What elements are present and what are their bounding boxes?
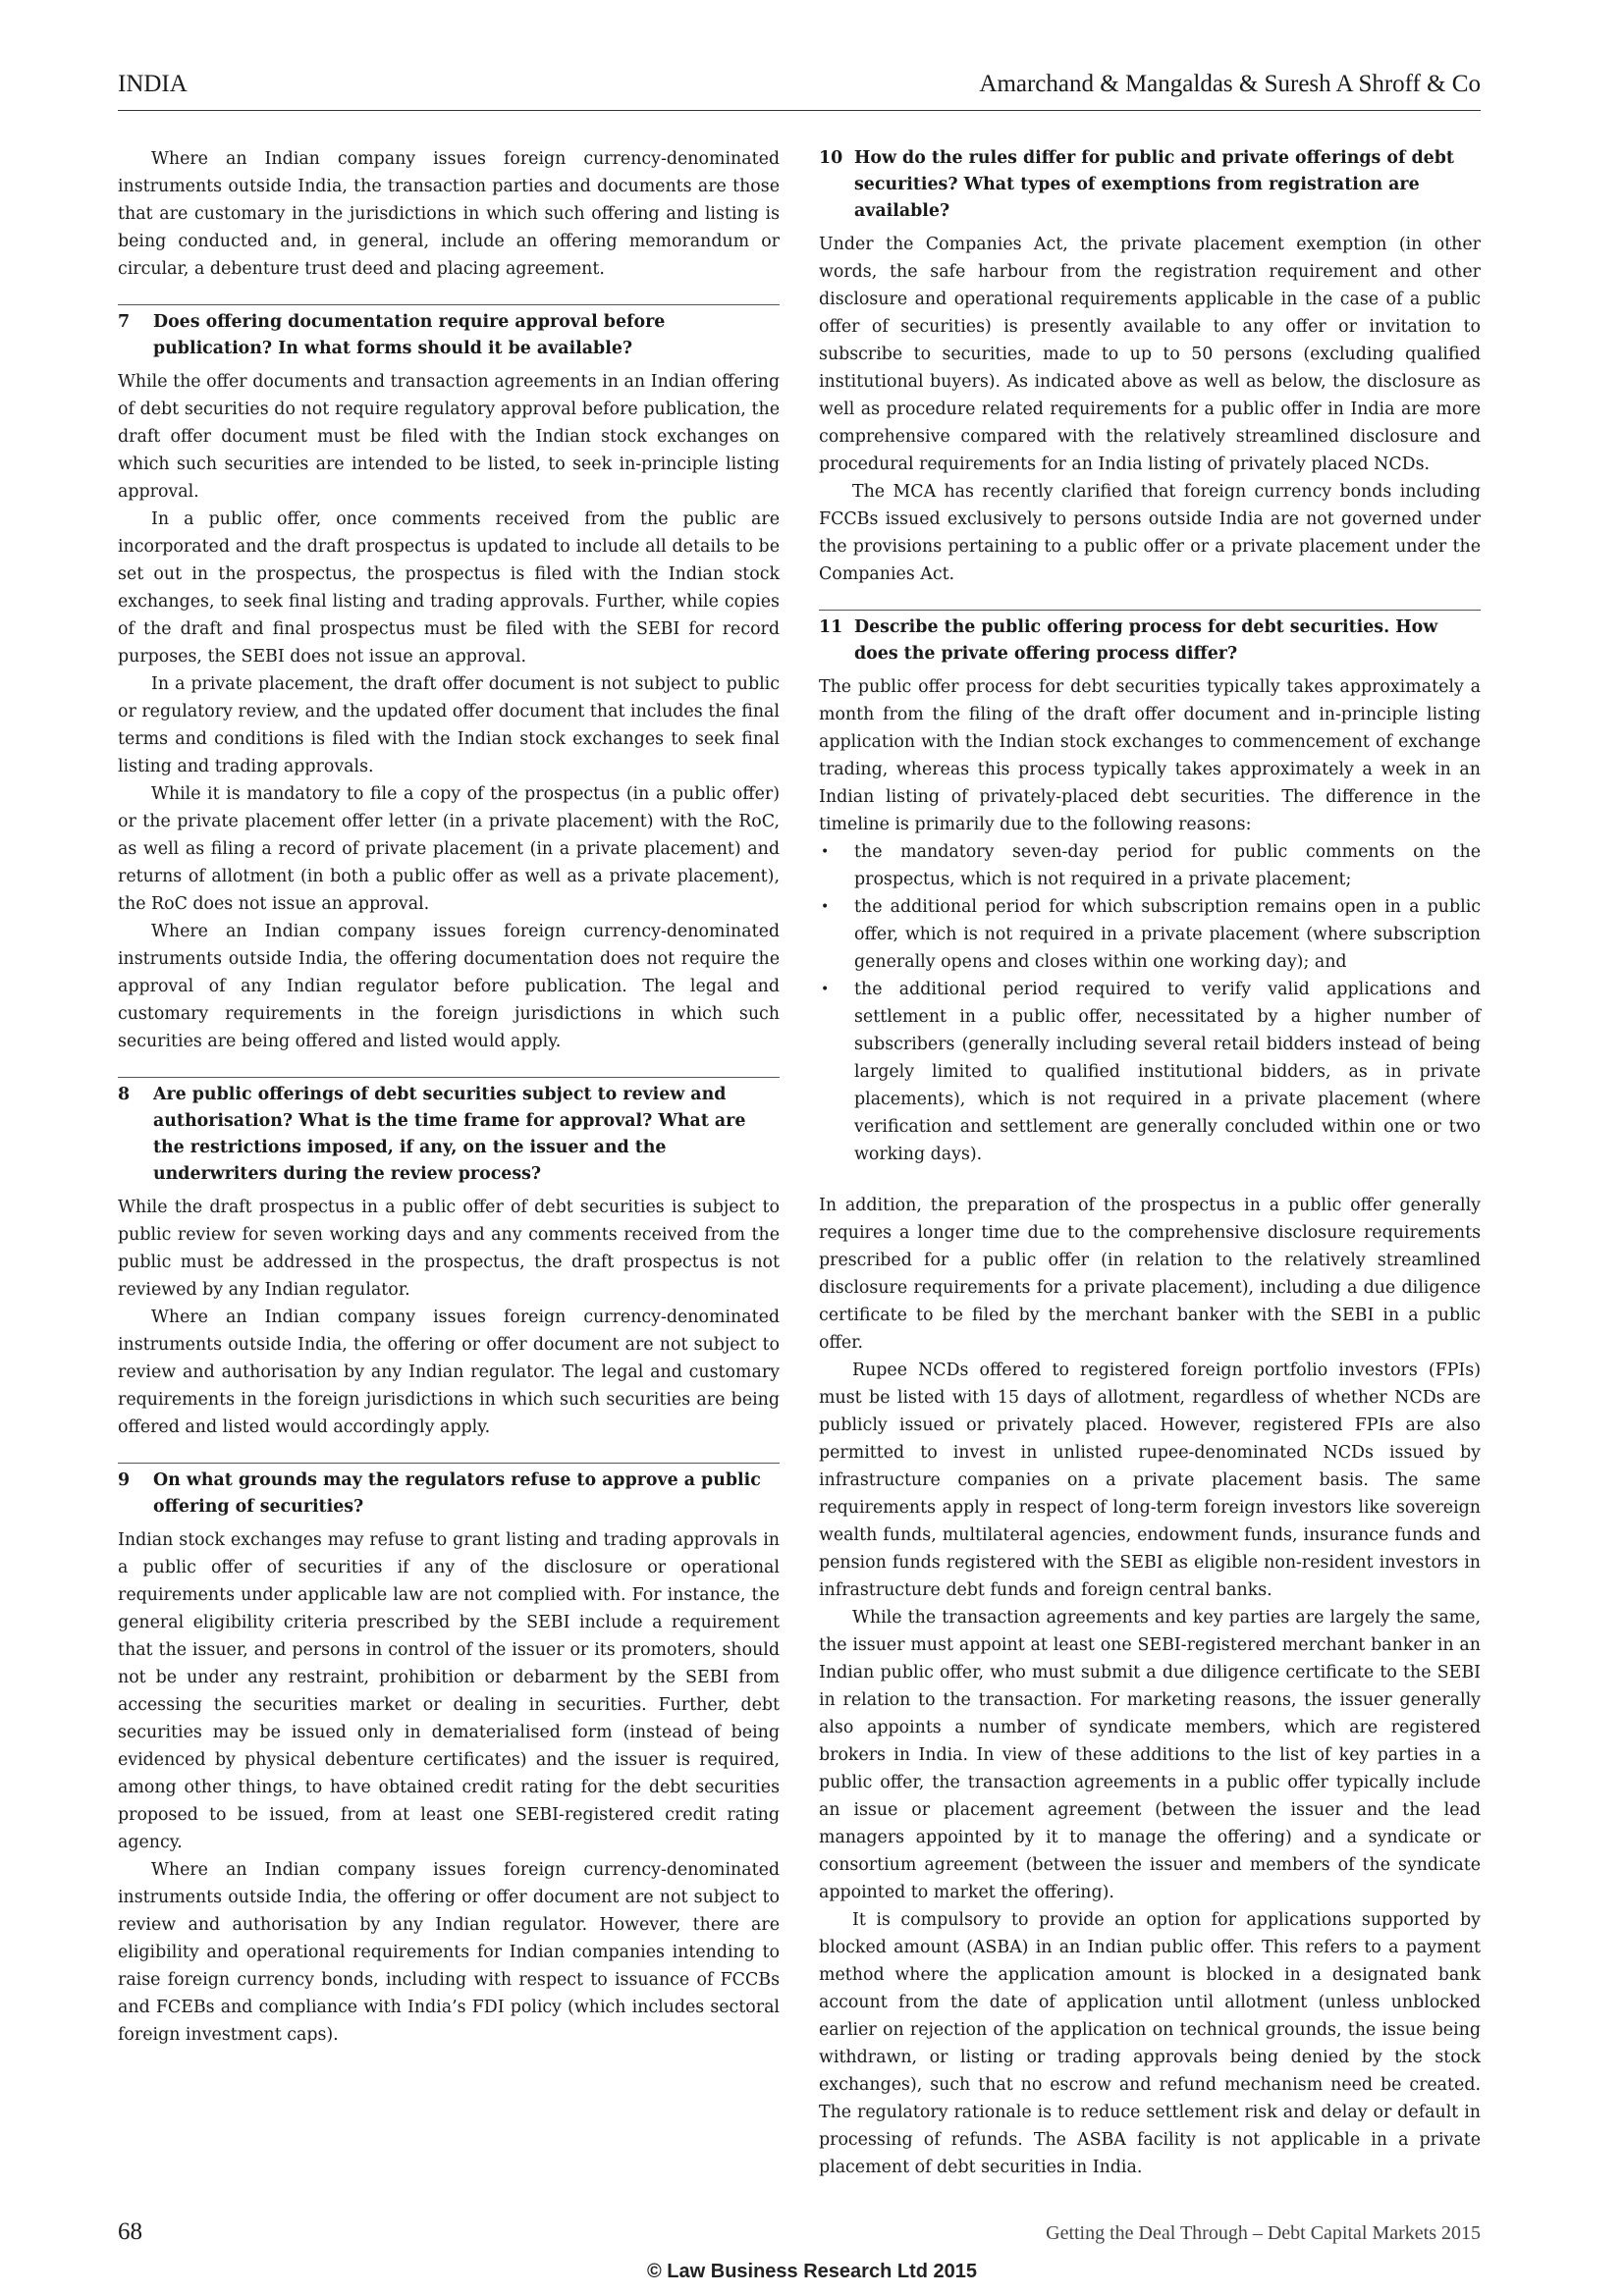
question-number: 11	[819, 617, 843, 637]
question-8	[118, 1077, 780, 1188]
paragraph: Where an Indian company issues foreign currency-denominated instruments outside India, the offering or offer document are not subject to review and authorisation by any Indian regulator. The legal and customary requirements in the foreign jurisdictions in which such securities are being offered and listed would accordingly apply.	[118, 1308, 780, 1437]
paragraph: While the draft prospectus in a public offer of debt securities is subject to public review for seven working days and any comments received from the public must be addressed in the prospectus, the draft prospectus is not reviewed by any Indian regulator.	[118, 1198, 780, 1300]
paragraph: In addition, the preparation of the prospectus in a public offer generally requires a longer time due to the comprehensive disclosure requirements prescribed for a public offer (in relation to the relatively streamlined disclosure requirements for a private placement), including a due diligence certificate to be filed by the merchant banker with the SEBI in a public offer.	[819, 1196, 1481, 1353]
copyright-notice: © Law Business Research Ltd 2015	[647, 2261, 977, 2282]
page-number: 68	[118, 2218, 142, 2245]
question-number: 10	[819, 148, 843, 168]
intro-paragraph: Where an Indian company issues foreign currency-denominated instruments outside India, the transaction parties and documents are those that are customary in the jurisdictions in which such offering and listing is being conducted and, in general, include an offering memorandum or circular, a debenture trust deed and placing agreement.	[118, 149, 780, 279]
header-rule	[118, 110, 1481, 111]
question-11	[819, 610, 1481, 667]
paragraph: Indian stock exchanges may refuse to grant listing and trading approvals in a public offer of securities if any of the disclosure or operational requirements under applicable law are not complied with. For instance, the general eligibility criteria prescribed by the SEBI include a requirement that the issuer, and persons in control of the issuer or its promoters, should not be under any restraint, prohibition or debarment by the SEBI from accessing the securities market or dealing in securities. Further, debt securities may be issued only in dematerialised form (instead of being evidenced by physical debenture certificates) and the issuer is required, among other things, to have obtained credit rating for the debt securities proposed to be issued, from at least one SEBI-registered credit rating agency.	[118, 1530, 780, 1852]
paragraph: While the transaction agreements and key parties are largely the same, the issuer must appoint at least one SEBI-registered merchant banker in an Indian public offer, who must submit a due diligence certificate to the SEBI in relation to the transaction. For marketing reasons, the issuer generally also appoints a number of syndicate members, which are registered brokers in India. In view of these additions to the list of key parties in a public offer, the transaction agreements in a public offer typically include an issue or placement agreement (between the issuer and the lead managers appointed by it to manage the offering) and a syndicate or consortium agreement (between the issuer and members of the syndicate appointed to market the offering).	[819, 1608, 1481, 1902]
spacer	[819, 1168, 1481, 1192]
paragraph: It is compulsory to provide an option for applications supported by blocked amount (ASBA) in an Indian public offer. This refers to a payment method where the application amount is blocked in a designated bank account from the date of application until allotment (unless unblocked earlier on rejection of the application on technical grounds, the issue being withdrawn, or listing or trading approvals being denied by the stock exchanges), such that no escrow and refund mechanism need be created. The regulatory rationale is to reduce settlement risk and delay or default in processing of refunds. The ASBA facility is not applicable in a private placement of debt securities in India.	[819, 1910, 1481, 2177]
question-7	[118, 304, 780, 362]
paragraph: Rupee NCDs offered to registered foreign portfolio investors (FPIs) must be listed with 15 days of allotment, regardless of whether NCDs are publicly issued or privately placed. However, registered FPIs are also permitted to invest in unlisted rupee-denominated NCDs issued by infrastructure companies on a private placement basis. The same requirements apply in respect of long-term foreign investors like sovereign wealth funds, multilateral agencies, endowment funds, insurance funds and pension funds registered with the SEBI as eligible non-resident investors in infrastructure debt funds and foreign central banks.	[819, 1361, 1481, 1600]
paragraph: In a public offer, once comments received from the public are incorporated and the draft prospectus is updated to include all details to be set out in the prospectus, the prospectus is filed with the Indian stock exchanges, to seek final listing and trading approvals. Further, while copies of the draft and final prospectus must be filed with the SEBI for record purposes, the SEBI does not issue an approval.	[118, 509, 780, 667]
question-title: Are public offerings of debt securities subject to review and authorisation? What is the time frame for approval? What are the restrictions imposed, if any, on the issuer and the underwriters during the review process?	[153, 1085, 746, 1184]
paragraph: While the offer documents and transaction agreements in an Indian offering of debt securities do not require regulatory approval before publication, the draft offer document must be filed with the Indian stock exchanges on which such securities are intended to be listed, to seek in-principle listing approval.	[118, 372, 780, 502]
right-column	[819, 145, 1481, 2181]
list-item: • the mandatory seven-day period for public comments on the prospectus, which is not required in a private placement;	[819, 838, 1481, 893]
bullet-list	[819, 838, 1481, 1168]
question-number: 9	[118, 1470, 131, 1490]
question-title: Does offering documentation require approval before publication? In what forms should it be available?	[153, 312, 666, 358]
question-rule	[118, 1077, 780, 1078]
question-number: 7	[118, 312, 131, 332]
paragraph: The MCA has recently clarified that foreign currency bonds including FCCBs issued exclusively to persons outside India are not governed under the provisions pertaining to a public offer or a private placement under the Companies Act.	[819, 482, 1481, 584]
question-9	[118, 1463, 780, 1521]
paragraph: Where an Indian company issues foreign currency-denominated instruments outside India, the offering or offer document are not subject to review and authorisation by any Indian regulator. However, there are eligibility and operational requirements for Indian companies intending to raise foreign currency bonds, including with respect to issuance of FCCBs and FCEBs and compliance with India’s FDI policy (which includes sectoral foreign investment caps).	[118, 1860, 780, 2045]
paragraph: Where an Indian company issues foreign currency-denominated instruments outside India, the offering documentation does not require the approval of any Indian regulator before publication. The legal and customary requirements in the foreign jurisdictions in which such securities are being offered and listed would apply.	[118, 922, 780, 1051]
page-header	[118, 67, 1481, 106]
question-number: 8	[118, 1085, 131, 1104]
question-rule	[118, 304, 780, 305]
question-title: How do the rules differ for public and private offerings of debt securities? What types of exemptions from registration are available?	[854, 148, 1454, 221]
list-item: • the additional period for which subscription remains open in a public offer, which is not required in a private placement (where subscription generally opens and closes within one working day); and	[819, 893, 1481, 976]
question-10	[819, 145, 1481, 225]
paragraph: Under the Companies Act, the private placement exemption (in other words, the safe harbour from the registration requirement and other disclosure and operational requirements applicable in the case of a public offer of securities) is presently available to any offer or invitation to subscribe to securities, made to up to 50 persons (excluding qualified institutional buyers). As indicated above as well as below, the disclosure as well as procedure related requirements for a public offer in India are more comprehensive compared with the relatively streamlined disclosure and procedural requirements for an India listing of privately placed NCDs.	[819, 235, 1481, 474]
paragraph: The public offer process for debt securities typically takes approximately a month from the filing of the draft offer document and in-principle listing application with the Indian stock exchanges to commencement of exchange trading, whereas this process typically takes approximately a week in an Indian listing of privately-placed debt securities. The difference in the timeline is primarily due to the following reasons:	[819, 677, 1481, 834]
paragraph: While it is mandatory to file a copy of the prospectus (in a public offer) or the private placement offer letter (in a private placement) with the RoC, as well as filing a record of private placement (in a private placement) and returns of allotment (in both a public offer as well as a private placement), the RoC does not issue an approval.	[118, 784, 780, 914]
question-rule	[118, 1463, 780, 1464]
publication-title: Getting the Deal Through – Debt Capital Markets 2015	[1046, 2222, 1481, 2244]
header-firm: Amarchand & Mangaldas & Suresh A Shroff & Co	[979, 71, 1481, 97]
list-item: • the additional period required to verify valid applications and settlement in a public offer, necessitated by a higher number of subscribers (generally including several retail bidders instead of being largely limited to qualified institutional bidders, as in private placements), which is not required in a private placement (where verification and settlement are generally concluded within one or two working days).	[819, 976, 1481, 1168]
paragraph: In a private placement, the draft offer document is not subject to public or regulatory review, and the updated offer document that includes the final terms and conditions is filed with the Indian stock exchanges to seek final listing and trading approvals.	[118, 674, 780, 776]
question-title: Describe the public offering process for debt securities. How does the private offering process differ?	[854, 617, 1438, 664]
question-title: On what grounds may the regulators refuse to approve a public offering of securities?	[153, 1470, 761, 1517]
header-country: INDIA	[118, 71, 188, 97]
left-column	[118, 145, 780, 2049]
question-rule	[819, 610, 1481, 611]
